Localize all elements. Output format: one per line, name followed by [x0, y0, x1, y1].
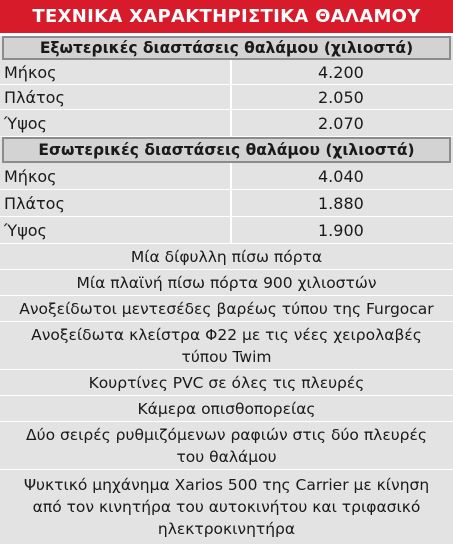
row-label: Πλάτος	[0, 85, 232, 109]
row-value: 1.880	[318, 193, 364, 213]
feature-item	[0, 370, 453, 396]
row-label: Μήκος	[0, 60, 232, 84]
row-value: 2.050	[318, 87, 364, 107]
row-value: 4.200	[318, 62, 364, 82]
table-row	[0, 110, 453, 137]
external-dimensions-heading: Εξωτερικές διαστάσεις θαλάμου (χιλιοστά)	[2, 36, 451, 60]
feature-item	[0, 270, 453, 296]
feature-line: τύπου Twim	[181, 347, 272, 366]
row-value: 4.040	[318, 166, 364, 186]
feature-line: Μία πλαϊνή πίσω πόρτα 900 χιλιοστών	[76, 273, 377, 292]
row-label: Ύψος	[0, 110, 232, 136]
table-row	[0, 85, 453, 110]
title-bar	[0, 0, 453, 36]
row-label: Μήκος	[0, 163, 232, 189]
feature-item	[0, 470, 453, 544]
feature-line: Κάμερα οπισθοπορείας	[137, 399, 316, 418]
feature-line: Κουρτίνες PVC σε όλες τις πλευρές	[88, 373, 365, 392]
table-row	[0, 217, 453, 244]
feature-item	[0, 296, 453, 322]
row-label: Ύψος	[0, 217, 232, 243]
feature-line: Ψυκτικό μηχάνημα Xarios 500 της Carrier με κίνηση	[23, 476, 430, 494]
page-title: ΤΕΧΝΙΚΑ ΧΑΡΑΚΤΗΡΙΣΤΙΚΑ ΘΑΛΑΜΟΥ	[32, 6, 421, 27]
row-label: Πλάτος	[0, 190, 232, 216]
feature-line: Ανοξείδωτα κλείστρα Φ22 με τις νέες χειρολαβές	[31, 325, 422, 344]
table-row	[0, 60, 453, 85]
feature-item	[0, 396, 453, 422]
internal-dimensions-heading: Εσωτερικές διαστάσεις θαλάμου (χιλιοστά)	[2, 137, 451, 163]
feature-line: από τον κινητήρα του αυτοκινήτου και τριφασικό	[32, 498, 421, 516]
feature-item	[0, 244, 453, 270]
feature-line: ηλεκτροκινητήρα	[157, 520, 296, 538]
row-value: 1.900	[318, 220, 364, 240]
table-row	[0, 163, 453, 190]
feature-line: του θαλάμου	[176, 447, 277, 466]
row-value: 2.070	[318, 113, 364, 133]
table-row	[0, 190, 453, 217]
feature-line: Δύο σειρές ρυθμιζόμενων ραφιών στις δύο πλευρές	[26, 425, 427, 444]
feature-item	[0, 322, 453, 370]
feature-line: Μία δίφυλλη πίσω πόρτα	[130, 247, 323, 266]
feature-item	[0, 422, 453, 470]
feature-line: Ανοξείδωτοι μεντεσέδες βαρέως τύπου της Furgocar	[19, 299, 434, 318]
